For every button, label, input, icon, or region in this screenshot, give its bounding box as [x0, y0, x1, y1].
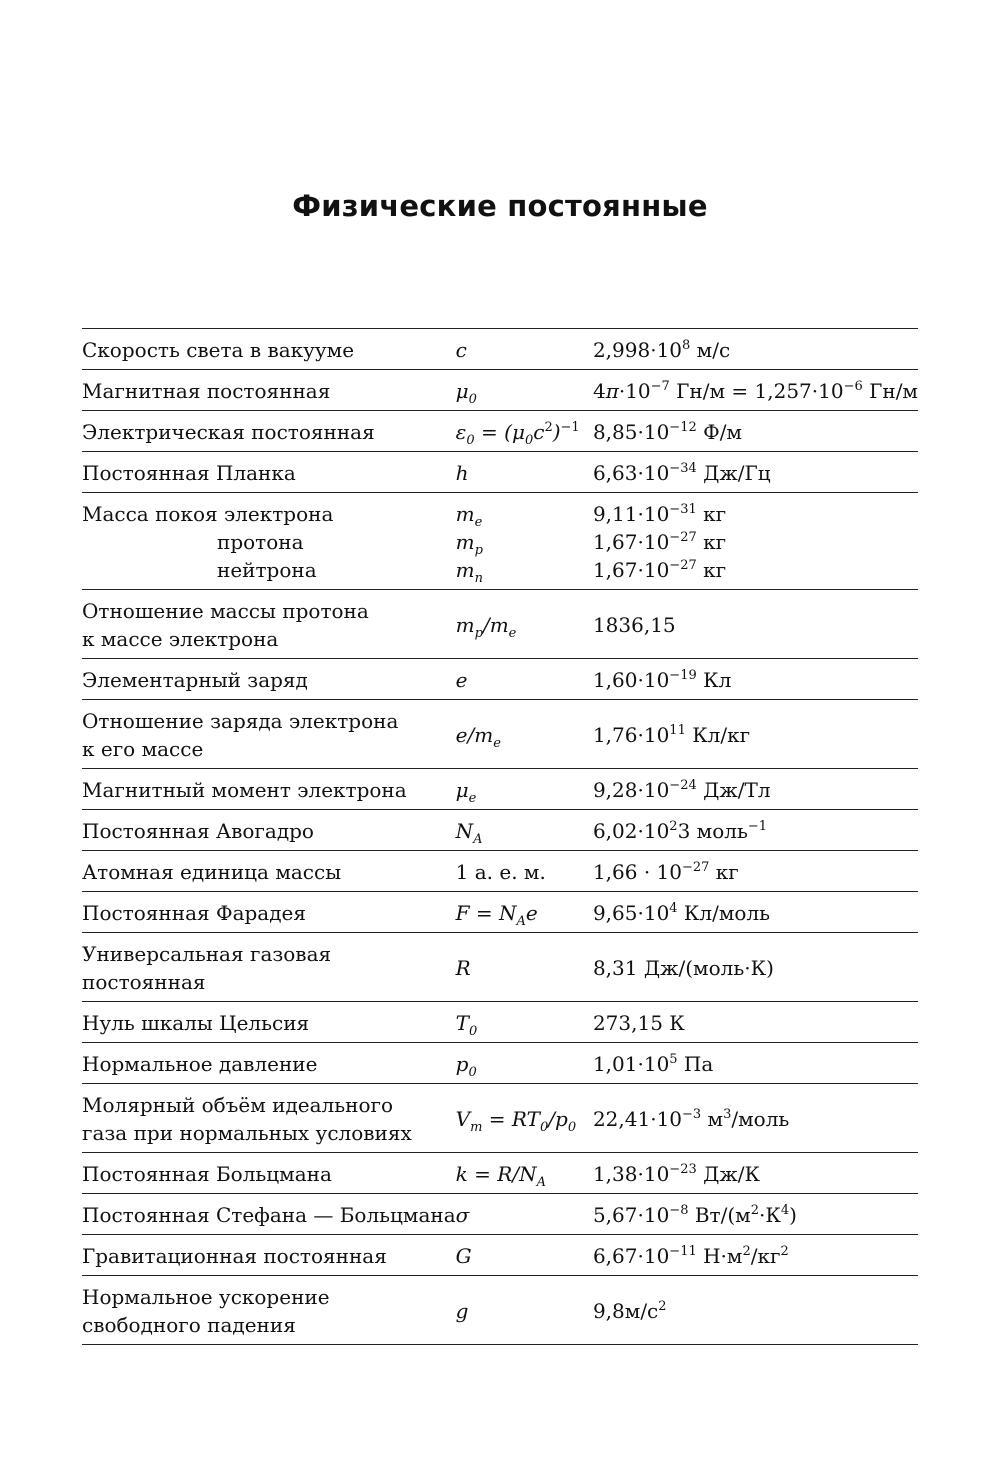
constant-name [82, 1235, 456, 1276]
constant-row [82, 1043, 918, 1084]
constant-symbol [456, 411, 593, 452]
constant-row [82, 1276, 918, 1345]
constant-row [82, 1084, 918, 1153]
constant-symbol [456, 1043, 593, 1084]
constant-name-line: Магнитный момент электрона [82, 778, 407, 802]
constant-value-line: $9,28\cdot 10^{-24}$ Дж/Тл [592, 778, 771, 802]
constant-name-line: Постоянная Планка [82, 461, 296, 485]
constant-name [82, 411, 456, 452]
constant-row [82, 493, 918, 590]
constant-value [593, 659, 918, 700]
constant-name-line: Постоянная Стефана — Больцмана [82, 1203, 456, 1227]
constant-name-line: Элементарный заряд [82, 668, 308, 692]
constant-value [593, 933, 918, 1002]
constant-value-line: $1,67\cdot 10^{-27}$ кг [592, 530, 727, 554]
constant-symbol [456, 892, 593, 933]
constant-symbol [456, 493, 593, 590]
constant-value-line: $1,67\cdot 10^{-27}$ кг [592, 558, 727, 582]
constant-value [593, 329, 918, 370]
constant-value-line: $4\pi\cdot 10^{-7}$ $Гн/м = 1,257\cdot 10^{-6}$ Гн/м [592, 379, 918, 403]
constant-symbol [456, 370, 593, 411]
constant-symbol [456, 1235, 593, 1276]
constant-symbol-line: σ [455, 1203, 470, 1227]
constant-name [82, 590, 456, 659]
constant-row [82, 700, 918, 769]
constant-symbol-line: $m_p/m_e$ [455, 613, 517, 641]
constant-symbol [456, 769, 593, 810]
constant-value [593, 370, 918, 411]
constant-name [82, 933, 456, 1002]
constant-symbol-line: $T_0$ [455, 1011, 478, 1039]
constant-name-line: к его массе [82, 737, 204, 761]
constant-value-line: $6,02\cdot 10^23$ моль$^{-1}$ [592, 819, 768, 843]
constant-symbol-line: $N_A$ [455, 819, 483, 847]
constant-name [82, 810, 456, 851]
constant-name-line: Отношение заряда электрона [82, 709, 399, 733]
constant-value-line: $5,67\cdot 10^{-8}$ $Вт/(м^2\cdot К^4)$ [592, 1203, 797, 1227]
constant-name [82, 370, 456, 411]
constant-value [593, 1194, 918, 1235]
constant-symbol [456, 452, 593, 493]
constant-symbol [456, 1084, 593, 1153]
constant-name [82, 452, 456, 493]
constant-row [82, 769, 918, 810]
constant-name-line: Гравитационная постоянная [82, 1244, 387, 1268]
constant-value-line: $9,11\cdot 10^{-31}$ кг [592, 502, 727, 526]
constant-symbol [456, 933, 593, 1002]
constant-value-line: $9,8м/с^2$ [592, 1299, 667, 1323]
constant-symbol [456, 810, 593, 851]
constant-name-line: Масса покоя электрона [82, 502, 334, 526]
constant-value [593, 1235, 918, 1276]
constant-symbol-line: $p_0$ [455, 1052, 477, 1080]
constants-table-body [82, 329, 918, 1345]
constant-symbol-line: $m_p$ [455, 530, 483, 558]
constant-name-line: Нормальное ускорение [82, 1285, 330, 1309]
constant-value [593, 1002, 918, 1043]
constant-symbol [456, 329, 593, 370]
constant-value [593, 1084, 918, 1153]
constant-name [82, 659, 456, 700]
constant-name-line: свободного падения [82, 1313, 296, 1337]
constant-value-line: $1,01\cdot 10^5$ Па [592, 1052, 714, 1076]
constant-value [593, 493, 918, 590]
constant-name-line: нейтрона [217, 558, 317, 582]
constant-symbol-line: g [455, 1299, 469, 1323]
constant-symbol-line: $\mu_e$ [455, 778, 477, 806]
constant-name [82, 1153, 456, 1194]
constant-symbol-line: R [455, 956, 471, 980]
constant-row [82, 1153, 918, 1194]
constant-name-line: газа при нормальных условиях [82, 1121, 412, 1145]
constant-name [82, 892, 456, 933]
page-title: Физические постоянные [292, 189, 708, 223]
constant-row [82, 370, 918, 411]
constant-name-line: Магнитная постоянная [82, 379, 331, 403]
constant-symbol-line: $m_n$ [455, 558, 483, 586]
constant-symbol [456, 1002, 593, 1043]
constant-value [593, 769, 918, 810]
constant-symbol-line: $\mu_0$ [455, 379, 477, 407]
constant-name-line: Постоянная Авогадро [82, 819, 314, 843]
constant-row [82, 810, 918, 851]
constant-symbol-line: G [455, 1244, 472, 1268]
constant-value-line: $1,66 \cdot 10^{-27}$ кг [592, 860, 739, 884]
constant-value-line: 8,31 Дж/(моль·К) [592, 956, 774, 980]
constant-row [82, 590, 918, 659]
constant-row [82, 892, 918, 933]
constant-value [593, 1153, 918, 1194]
constants-table [82, 328, 918, 1345]
constant-value-line: $22,41\cdot 10^{-3}$ $м^3$/моль [592, 1107, 790, 1131]
constant-value [593, 590, 918, 659]
constant-name [82, 1043, 456, 1084]
constant-symbol [456, 851, 593, 892]
constant-symbol [456, 590, 593, 659]
constant-row [82, 329, 918, 370]
constant-name-line: Отношение массы протона [82, 599, 369, 623]
constant-name-line: Универсальная газовая [82, 942, 332, 966]
constant-row [82, 1194, 918, 1235]
constant-row [82, 851, 918, 892]
constant-value-line: $6,63\cdot 10^{-34}$ Дж/Гц [592, 461, 771, 485]
constant-row [82, 452, 918, 493]
constant-symbol-line: $\varepsilon_0 = (\mu_0c^2)^{-1}$ [455, 420, 580, 448]
constant-name [82, 1194, 456, 1235]
constant-name-line: Нормальное давление [82, 1052, 318, 1076]
constant-name-line: Постоянная Фарадея [82, 901, 306, 925]
constant-value-line: $6,67\cdot 10^{-11}$ $Н\cdot м^2/кг^2$ [592, 1244, 789, 1268]
constant-name-line: Нуль шкалы Цельсия [82, 1011, 310, 1035]
constant-name [82, 1084, 456, 1153]
constant-name-line: Постоянная Больцмана [82, 1162, 332, 1186]
constant-name-line: к массе электрона [82, 627, 279, 651]
constant-value-line: $9,65\cdot 10^4$ Кл/моль [592, 901, 771, 925]
constant-value-line: 273,15 К [592, 1011, 685, 1035]
constant-value [593, 892, 918, 933]
constant-symbol [456, 1153, 593, 1194]
constant-value-line: $8,85\cdot 10^{-12}$ Ф/м [592, 420, 742, 444]
constant-name-line: постоянная [82, 970, 206, 994]
constant-value [593, 810, 918, 851]
constant-value [593, 1043, 918, 1084]
constant-row [82, 659, 918, 700]
constant-name [82, 493, 456, 590]
constant-name-line: Скорость света в вакууме [82, 338, 355, 362]
constant-name [82, 1276, 456, 1345]
constant-symbol-line: $m_e$ [455, 502, 483, 530]
constant-row [82, 1002, 918, 1043]
constant-value-line: $2,998\cdot 10^8$ м/с [592, 338, 731, 362]
constant-symbol-line: $k = R/N_A$ [455, 1162, 546, 1190]
constant-symbol-line: c [455, 338, 467, 362]
constant-name-line: протона [217, 530, 304, 554]
constant-row [82, 933, 918, 1002]
constant-symbol-line: 1 а. е. м. [455, 860, 546, 884]
constant-symbol-line: h [455, 461, 469, 485]
constant-value [593, 700, 918, 769]
constant-symbol-line: $V_m = RT_0/p_0$ [455, 1107, 577, 1135]
constant-name-line: Молярный объём идеального [82, 1093, 394, 1117]
constant-value-line: $1,60\cdot 10^{-19}$ Кл [592, 668, 732, 692]
constant-symbol [456, 659, 593, 700]
constant-value-line: $1,76\cdot 10^{11}$ Кл/кг [592, 723, 751, 747]
constant-name [82, 1002, 456, 1043]
constant-row [82, 1235, 918, 1276]
constant-value-line: $1,38\cdot 10^{-23}$ Дж/К [592, 1162, 760, 1186]
constant-symbol-line: $F = N_Ae$ [455, 901, 538, 929]
constant-value [593, 851, 918, 892]
constant-name [82, 700, 456, 769]
constant-name [82, 329, 456, 370]
constant-value [593, 411, 918, 452]
constant-value [593, 1276, 918, 1345]
constant-name-line: Атомная единица массы [82, 860, 342, 884]
constant-name-line: Электрическая постоянная [82, 420, 375, 444]
constant-symbol [456, 1194, 593, 1235]
constant-row [82, 411, 918, 452]
constant-name [82, 851, 456, 892]
constant-symbol [456, 1276, 593, 1345]
constant-name [82, 769, 456, 810]
constant-value [593, 452, 918, 493]
constant-symbol [456, 700, 593, 769]
constant-symbol-line: e [455, 668, 468, 692]
constant-symbol-line: $e/m_e$ [455, 723, 501, 751]
constant-value-line: 1836,15 [592, 613, 676, 637]
